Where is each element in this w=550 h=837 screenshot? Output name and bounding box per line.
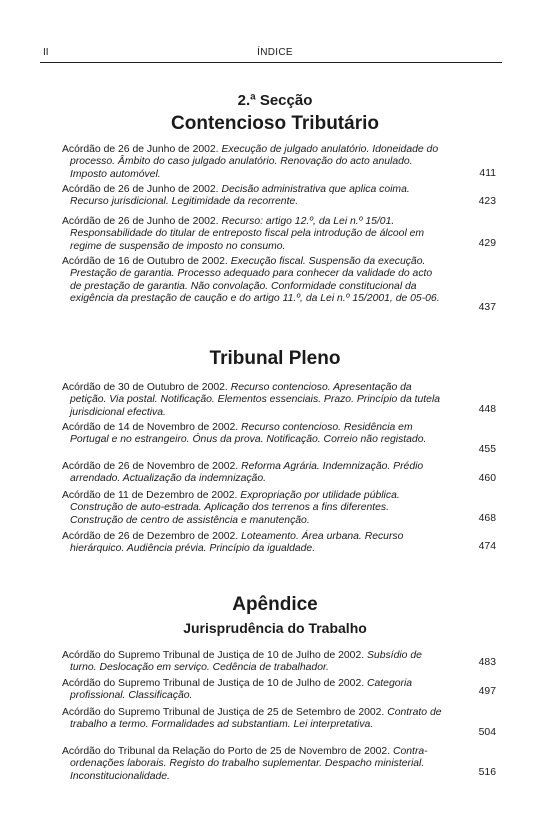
section-title: Tribunal Pleno bbox=[209, 348, 341, 369]
toc-page: 504 bbox=[478, 727, 496, 738]
toc-page: 455 bbox=[478, 444, 496, 455]
toc-entry: Acórdão do Tribunal da Relação do Porto de 25 de Novembro de 2002. Contra-ordenações laborais. Registo do trabalho suplementar. Despacho ministerial. Inconstitucionalidade. bbox=[62, 746, 428, 782]
toc-page: 516 bbox=[478, 767, 496, 778]
toc-entry: Acórdão de 26 de Novembro de 2002. Reforma Agrária. Indemnização. Prédio arrendado. Actualização da indemnização. bbox=[62, 461, 424, 485]
toc-entry: Acórdão de 16 de Outubro de 2002. Execução fiscal. Suspensão da execução. Prestação de garantia. Processo adequado para conhecer da validade do acto de prestação de garantia. Não convolação. Conformidade constitucional da exigência da prestação de caução e do artigo 11.º, da Lei n.º 15/2001, de 05-06. bbox=[62, 256, 440, 304]
toc-page: 437 bbox=[478, 302, 496, 313]
toc-entry: Acórdão do Supremo Tribunal de Justiça de 25 de Setembro de 2002. Contrato de trabalho a termo. Formalidades ad substantiam. Lei interpretativa. bbox=[62, 707, 442, 731]
toc-page: 429 bbox=[478, 238, 496, 249]
toc-entry: Acórdão de 26 de Junho de 2002. Recurso: artigo 12.º, da Lei n.º 15/01. Responsabilidade do titular de entreposto fiscal pela introdução de álcool em regime de suspensão de imposto no consumo. bbox=[62, 216, 425, 252]
toc-page: 423 bbox=[478, 196, 496, 207]
toc-entry: Acórdão de 30 de Outubro de 2002. Recurso contencioso. Apresentação da petição. Via postal. Notificação. Elementos essenciais. Prazo. Princípio da tutela jurisdicional efectiva. bbox=[62, 382, 441, 418]
section-title: Apêndice bbox=[232, 594, 318, 615]
running-title: ÍNDICE bbox=[257, 47, 293, 58]
toc-page: 448 bbox=[478, 404, 496, 415]
toc-page: 474 bbox=[478, 541, 496, 552]
section-number: 2.ª Secção bbox=[237, 92, 313, 109]
toc-entry: Acórdão de 26 de Junho de 2002. Decisão administrativa que aplica coima. Recurso jurisdicional. Legitimidade da recorrente. bbox=[62, 184, 410, 208]
page-number: II bbox=[43, 47, 49, 58]
toc-entry: Acórdão do Supremo Tribunal de Justiça de 10 de Julho de 2002. Categoria profissional. Classificação. bbox=[62, 678, 413, 702]
toc-page: 460 bbox=[478, 473, 496, 484]
toc-page: 411 bbox=[479, 168, 496, 179]
toc-page: 468 bbox=[478, 513, 496, 524]
toc-entry: Acórdão de 26 de Dezembro de 2002. Loteamento. Área urbana. Recurso hierárquico. Audiência prévia. Princípio da igualdade. bbox=[62, 531, 404, 555]
toc-page: 483 bbox=[478, 657, 496, 668]
toc-entry: Acórdão de 26 de Junho de 2002. Execução de julgado anulatório. Idoneidade do processo. Âmbito do caso julgado anulatório. Renovação do acto anulado. Imposto automóvel. bbox=[62, 144, 439, 180]
header-rule bbox=[40, 62, 502, 63]
toc-page: 497 bbox=[478, 686, 496, 697]
section-title: Contencioso Tributário bbox=[171, 113, 379, 134]
toc-entry: Acórdão de 11 de Dezembro de 2002. Expropriação por utilidade pública. Construção de auto-estrada. Aplicação dos terrenos a fins diferentes. Construção de centro de assistência e manutenção. bbox=[62, 490, 400, 526]
section-subtitle: Jurisprudência do Trabalho bbox=[183, 620, 367, 636]
toc-entry: Acórdão de 14 de Novembro de 2002. Recurso contencioso. Residência em Portugal e no estrangeiro. Ónus da prova. Notificação. Correio não registado. bbox=[62, 422, 427, 446]
toc-entry: Acórdão do Supremo Tribunal de Justiça de 10 de Julho de 2002. Subsídio de turno. Deslocação em serviço. Cedência de trabalhador. bbox=[62, 650, 422, 674]
